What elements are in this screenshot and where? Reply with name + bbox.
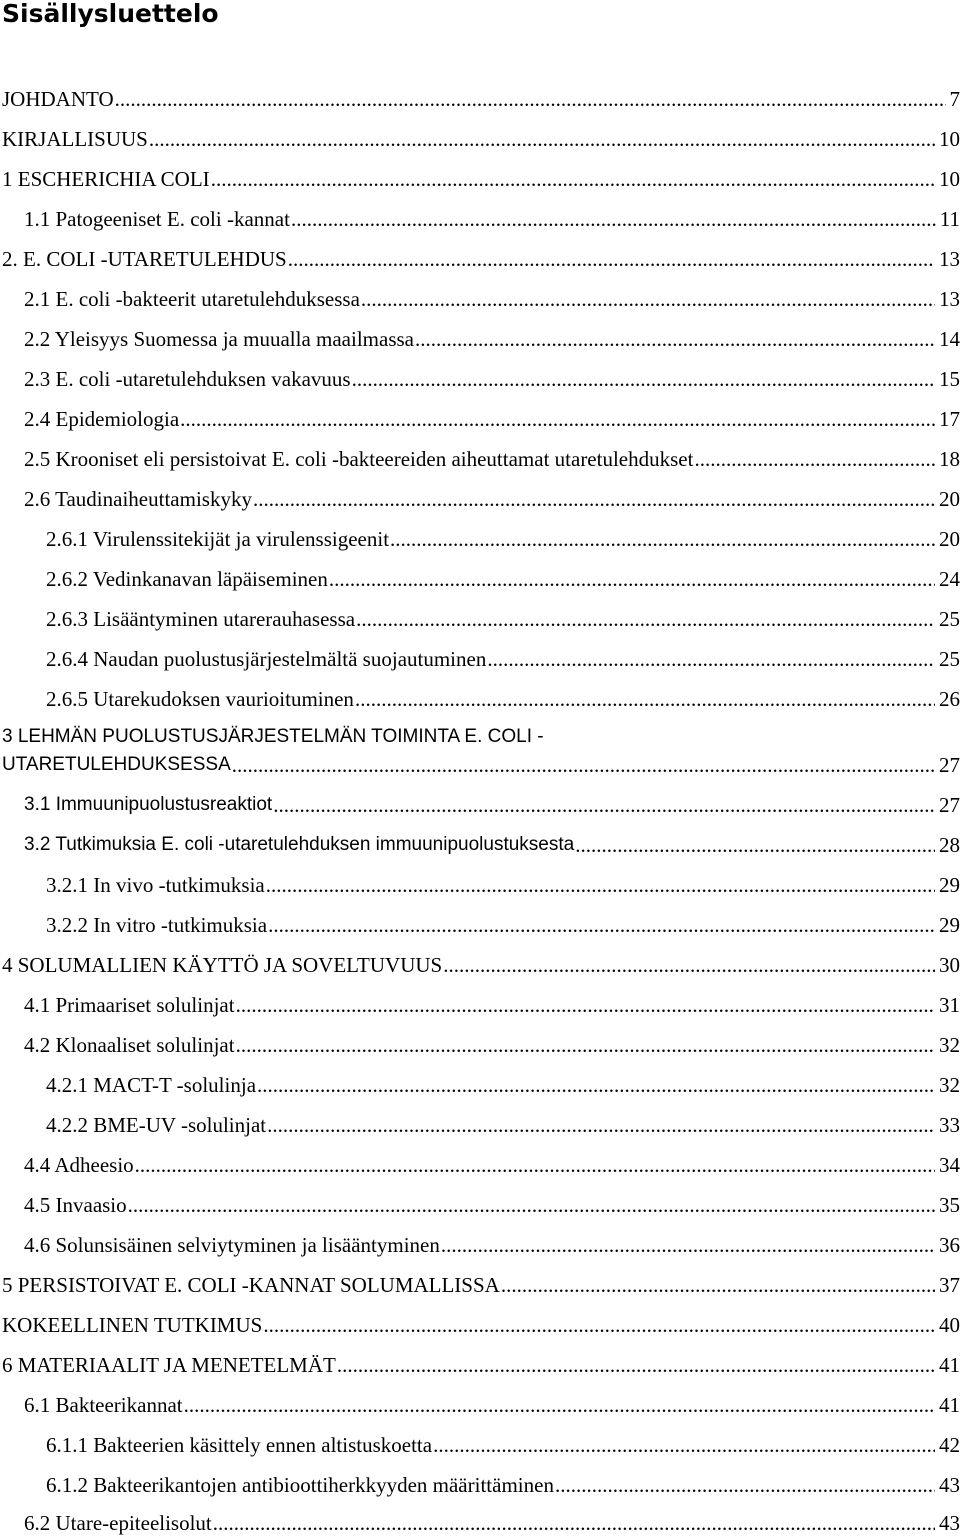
toc-entry-label: 4.6 Solunsisäinen selviytyminen ja lisääntyminen [24, 1233, 440, 1257]
toc-page-number: 25 [939, 647, 960, 671]
toc-entry-label: JOHDANTO [2, 87, 114, 111]
toc-entry-label: 5 PERSISTOIVAT E. COLI -KANNAT SOLUMALLISSA [2, 1273, 500, 1297]
toc-page-number: 24 [939, 567, 960, 591]
toc-page-number: 26 [939, 687, 960, 711]
dot-leader [291, 206, 936, 232]
toc-entry[interactable] [0, 166, 960, 192]
toc-entry-label: KIRJALLISUUS [2, 127, 148, 151]
toc-entry-label: 2.6.3 Lisääntyminen utarerauhasessa [46, 607, 356, 631]
dot-leader [355, 686, 935, 712]
toc-entry[interactable] [0, 686, 960, 712]
toc-entry[interactable] [0, 446, 960, 472]
dot-leader [337, 1352, 935, 1378]
dot-leader [352, 366, 935, 392]
toc-entry-label: 1 ESCHERICHIA COLI [2, 167, 210, 191]
toc-entry[interactable] [0, 1312, 960, 1338]
toc-entry[interactable] [0, 526, 960, 552]
toc-entry[interactable] [0, 792, 960, 818]
dot-leader [415, 326, 935, 352]
dot-leader [441, 1232, 935, 1258]
toc-entry-label: 2.2 Yleisyys Suomessa ja muualla maailmassa [24, 327, 414, 351]
toc-entry-label: 6.2 Utare-epiteelisolut [24, 1511, 212, 1535]
toc-entry-label: 6.1.1 Bakteerien käsittely ennen altistuskoetta [46, 1433, 433, 1457]
toc-entry-label-line1[interactable]: 3 LEHMÄN PUOLUSTUSJÄRJESTELMÄN TOIMINTA E. COLI - [2, 726, 544, 747]
toc-entry-label: 6.1 Bakteerikannat [24, 1393, 183, 1417]
toc-entry-label: 1.1 Patogeeniset E. coli -kannat [24, 207, 290, 231]
toc-page-number: 15 [939, 367, 960, 391]
dot-leader [253, 486, 935, 512]
toc-page-number: 32 [939, 1033, 960, 1057]
dot-leader [273, 792, 935, 818]
toc-page-number: 29 [939, 913, 960, 937]
toc-entry[interactable] [0, 1192, 960, 1218]
toc-entry[interactable] [0, 566, 960, 592]
toc-entry-label: 4.2.1 MACT-T -solulinja [46, 1073, 257, 1097]
toc-entry[interactable] [0, 206, 960, 232]
dot-leader [180, 406, 935, 432]
toc-page-number: 34 [939, 1153, 960, 1177]
toc-entry-label: 2.3 E. coli -utaretulehduksen vakavuus [24, 367, 351, 391]
toc-entry[interactable] [0, 86, 960, 112]
toc-page-number: 27 [939, 753, 960, 777]
toc-page-number: 43 [939, 1511, 960, 1535]
toc-entry[interactable] [0, 366, 960, 392]
toc-page-number: 30 [939, 953, 960, 977]
dot-leader [211, 166, 935, 192]
dot-leader [288, 246, 935, 272]
dot-leader [135, 1152, 935, 1178]
toc-entry[interactable] [0, 912, 960, 938]
toc-page-number: 32 [939, 1073, 960, 1097]
toc-page-number: 13 [939, 287, 960, 311]
toc-entry[interactable] [0, 1510, 960, 1536]
toc-entry-label: UTARETULEHDUKSESSA [2, 754, 231, 775]
toc-entry[interactable] [0, 486, 960, 512]
toc-entry-label: 2.6 Taudinaiheuttamiskyky [24, 487, 252, 511]
toc-entry[interactable] [0, 326, 960, 352]
toc-entry[interactable] [0, 1152, 960, 1178]
toc-entry-label: 6.1.2 Bakteerikantojen antibioottiherkkyyden määrittäminen [46, 1473, 554, 1497]
toc-page-number: 36 [939, 1233, 960, 1257]
toc-page-number: 41 [939, 1393, 960, 1417]
toc-page-number: 27 [939, 793, 960, 817]
toc-page-number: 42 [939, 1433, 960, 1457]
toc-entry-label: 3.2.2 In vitro -tutkimuksia [46, 913, 268, 937]
dot-leader [266, 872, 935, 898]
toc-page-number: 33 [939, 1113, 960, 1137]
toc-page-number: 35 [939, 1193, 960, 1217]
dot-leader [329, 566, 935, 592]
toc-entry-label: 2.6.1 Virulenssitekijät ja virulenssigeenit [46, 527, 390, 551]
dot-leader [694, 446, 935, 472]
toc-entry[interactable] [0, 1352, 960, 1378]
dot-leader [501, 1272, 935, 1298]
toc-page-number: 40 [939, 1313, 960, 1337]
toc-page-number: 20 [939, 527, 960, 551]
dot-leader [575, 832, 935, 858]
dot-leader [115, 86, 946, 112]
toc-entry[interactable] [0, 606, 960, 632]
toc-entry[interactable] [0, 872, 960, 898]
toc-page-number: 43 [939, 1473, 960, 1497]
toc-page-number: 10 [939, 127, 960, 151]
dot-leader [433, 1432, 935, 1458]
toc-page-number: 13 [939, 247, 960, 271]
toc-entry-label: 4 SOLUMALLIEN KÄYTTÖ JA SOVELTUVUUS [2, 953, 443, 977]
toc-page-number: 20 [939, 487, 960, 511]
toc-entry[interactable] [0, 646, 960, 672]
dot-leader [257, 1072, 935, 1098]
dot-leader [213, 1510, 935, 1536]
toc-entry[interactable] [0, 1392, 960, 1418]
dot-leader [361, 286, 935, 312]
dot-leader [263, 1312, 935, 1338]
dot-leader [232, 752, 935, 778]
toc-entry[interactable] [0, 992, 960, 1018]
dot-leader [236, 1032, 935, 1058]
toc-entry-label: KOKEELLINEN TUTKIMUS [2, 1313, 263, 1337]
toc-entry-label: 3.2 Tutkimuksia E. coli -utaretulehduksen immuunipuolustuksesta [24, 834, 575, 855]
dot-leader [555, 1472, 935, 1498]
toc-page-number: 10 [939, 167, 960, 191]
toc-entry[interactable] [0, 1232, 960, 1258]
toc-entry-label: 2.6.4 Naudan puolustusjärjestelmältä suojautuminen [46, 647, 487, 671]
toc-entry[interactable] [0, 832, 960, 858]
toc-entry-label: 2.1 E. coli -bakteerit utaretulehduksessa [24, 287, 360, 311]
dot-leader [390, 526, 935, 552]
toc-entry[interactable] [0, 1472, 960, 1498]
toc-entry-label: 3.1 Immuunipuolustusreaktiot [24, 794, 273, 815]
toc-entry[interactable] [0, 1432, 960, 1458]
toc-entry[interactable] [0, 126, 960, 152]
toc-entry-label: 2.6.5 Utarekudoksen vaurioituminen [46, 687, 354, 711]
toc-entry-label: 4.2.2 BME-UV -solulinjat [46, 1113, 267, 1137]
toc-entry[interactable] [0, 1112, 960, 1138]
toc-entry[interactable] [0, 246, 960, 272]
toc-entry[interactable] [0, 406, 960, 432]
toc-entry-label: 4.5 Invaasio [24, 1193, 127, 1217]
toc-page-number: 29 [939, 873, 960, 897]
page-title: Sisällysluettelo [2, 0, 219, 28]
toc-entry-label: 2. E. COLI -UTARETULEHDUS [2, 247, 287, 271]
dot-leader [356, 606, 935, 632]
toc-page-number: 41 [939, 1353, 960, 1377]
toc-entry[interactable] [0, 952, 960, 978]
toc-page-number: 11 [939, 207, 960, 231]
toc-entry-label: 3.2.1 In vivo -tutkimuksia [46, 873, 265, 897]
toc-page-number: 37 [939, 1273, 960, 1297]
toc-entry[interactable] [0, 1072, 960, 1098]
dot-leader [443, 952, 935, 978]
toc-entry[interactable] [0, 1032, 960, 1058]
dot-leader [149, 126, 935, 152]
toc-entry[interactable] [0, 1272, 960, 1298]
toc-page-number: 28 [939, 833, 960, 857]
toc-entry-label: 2.5 Krooniset eli persistoivat E. coli -bakteereiden aiheuttamat utaretulehdukset [24, 447, 694, 471]
dot-leader [184, 1392, 935, 1418]
toc-page-number: 25 [939, 607, 960, 631]
dot-leader [267, 1112, 935, 1138]
dot-leader [236, 992, 935, 1018]
toc-page-number: 7 [949, 87, 960, 111]
dot-leader [487, 646, 935, 672]
dot-leader [128, 1192, 935, 1218]
toc-entry-label: 4.2 Klonaaliset solulinjat [24, 1033, 235, 1057]
toc-entry-label: 4.4 Adheesio [24, 1153, 134, 1177]
toc-page-number: 18 [939, 447, 960, 471]
toc-entry-label: 2.4 Epidemiologia [24, 407, 180, 431]
toc-entry[interactable] [0, 286, 960, 312]
toc-page-number: 14 [939, 327, 960, 351]
toc-entry-label: 2.6.2 Vedinkanavan läpäiseminen [46, 567, 328, 591]
toc-page-number: 31 [939, 993, 960, 1017]
toc-page-number: 17 [939, 407, 960, 431]
toc-entry-label: 6 MATERIAALIT JA MENETELMÄT [2, 1353, 336, 1377]
dot-leader [268, 912, 935, 938]
toc-entry-label: 4.1 Primaariset solulinjat [24, 993, 235, 1017]
toc-entry[interactable] [0, 752, 960, 778]
